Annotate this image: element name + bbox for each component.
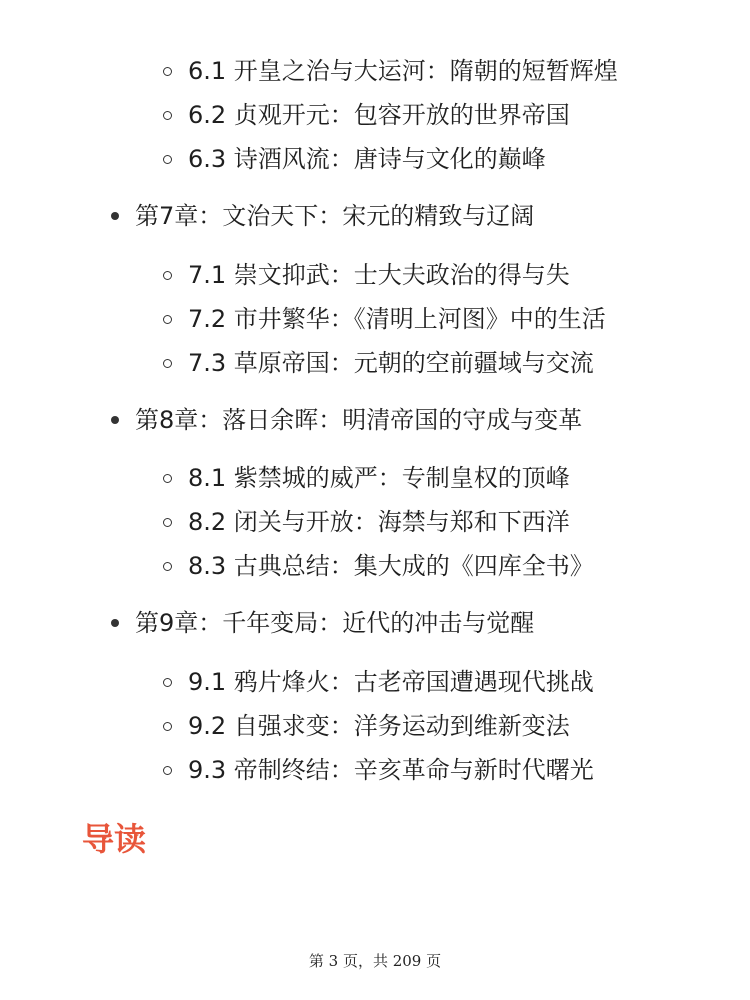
solid-bullet-icon bbox=[111, 416, 119, 424]
hollow-bullet-icon bbox=[163, 359, 172, 368]
hollow-bullet-icon bbox=[163, 111, 172, 120]
toc-item-9-1[interactable]: 9.1 鸦片烽火：古老帝国遭遇现代挑战 bbox=[188, 668, 594, 696]
hollow-bullet-icon bbox=[163, 518, 172, 527]
page-footer: 第 3 页，共 209 页 bbox=[308, 952, 442, 970]
hollow-bullet-icon bbox=[163, 67, 172, 76]
hollow-bullet-icon bbox=[163, 766, 172, 775]
hollow-bullet-icon bbox=[163, 155, 172, 164]
toc-chapter-7[interactable]: 第7章：文治天下：宋元的精致与辽阔 bbox=[135, 202, 535, 230]
toc-item-6-2[interactable]: 6.2 贞观开元：包容开放的世界帝国 bbox=[188, 101, 570, 129]
toc-item-8-2[interactable]: 8.2 闭关与开放：海禁与郑和下西洋 bbox=[188, 508, 570, 536]
toc-item-7-2[interactable]: 7.2 市井繁华：《清明上河图》中的生活 bbox=[188, 305, 606, 333]
toc-item-8-1[interactable]: 8.1 紫禁城的威严：专制皇权的顶峰 bbox=[188, 464, 570, 492]
toc-chapter-8[interactable]: 第8章：落日余晖：明清帝国的守成与变革 bbox=[135, 406, 583, 434]
hollow-bullet-icon bbox=[163, 562, 172, 571]
toc-item-7-3[interactable]: 7.3 草原帝国：元朝的空前疆域与交流 bbox=[188, 349, 594, 377]
toc-chapter-9[interactable]: 第9章：千年变局：近代的冲击与觉醒 bbox=[135, 609, 535, 637]
solid-bullet-icon bbox=[111, 212, 119, 220]
hollow-bullet-icon bbox=[163, 678, 172, 687]
toc-item-9-3[interactable]: 9.3 帝制终结：辛亥革命与新时代曙光 bbox=[188, 756, 594, 784]
hollow-bullet-icon bbox=[163, 315, 172, 324]
toc-item-6-1[interactable]: 6.1 开皇之治与大运河：隋朝的短暂辉煌 bbox=[188, 57, 618, 85]
toc-item-6-3[interactable]: 6.3 诗酒风流：唐诗与文化的巅峰 bbox=[188, 145, 546, 173]
solid-bullet-icon bbox=[111, 619, 119, 627]
hollow-bullet-icon bbox=[163, 474, 172, 483]
hollow-bullet-icon bbox=[163, 722, 172, 731]
toc-item-9-2[interactable]: 9.2 自强求变：洋务运动到维新变法 bbox=[188, 712, 570, 740]
hollow-bullet-icon bbox=[163, 271, 172, 280]
toc-item-7-1[interactable]: 7.1 崇文抑武：士大夫政治的得与失 bbox=[188, 261, 570, 289]
toc-item-8-3[interactable]: 8.3 古典总结：集大成的《四库全书》 bbox=[188, 552, 594, 580]
section-heading-daodu: 导读 bbox=[82, 820, 147, 858]
